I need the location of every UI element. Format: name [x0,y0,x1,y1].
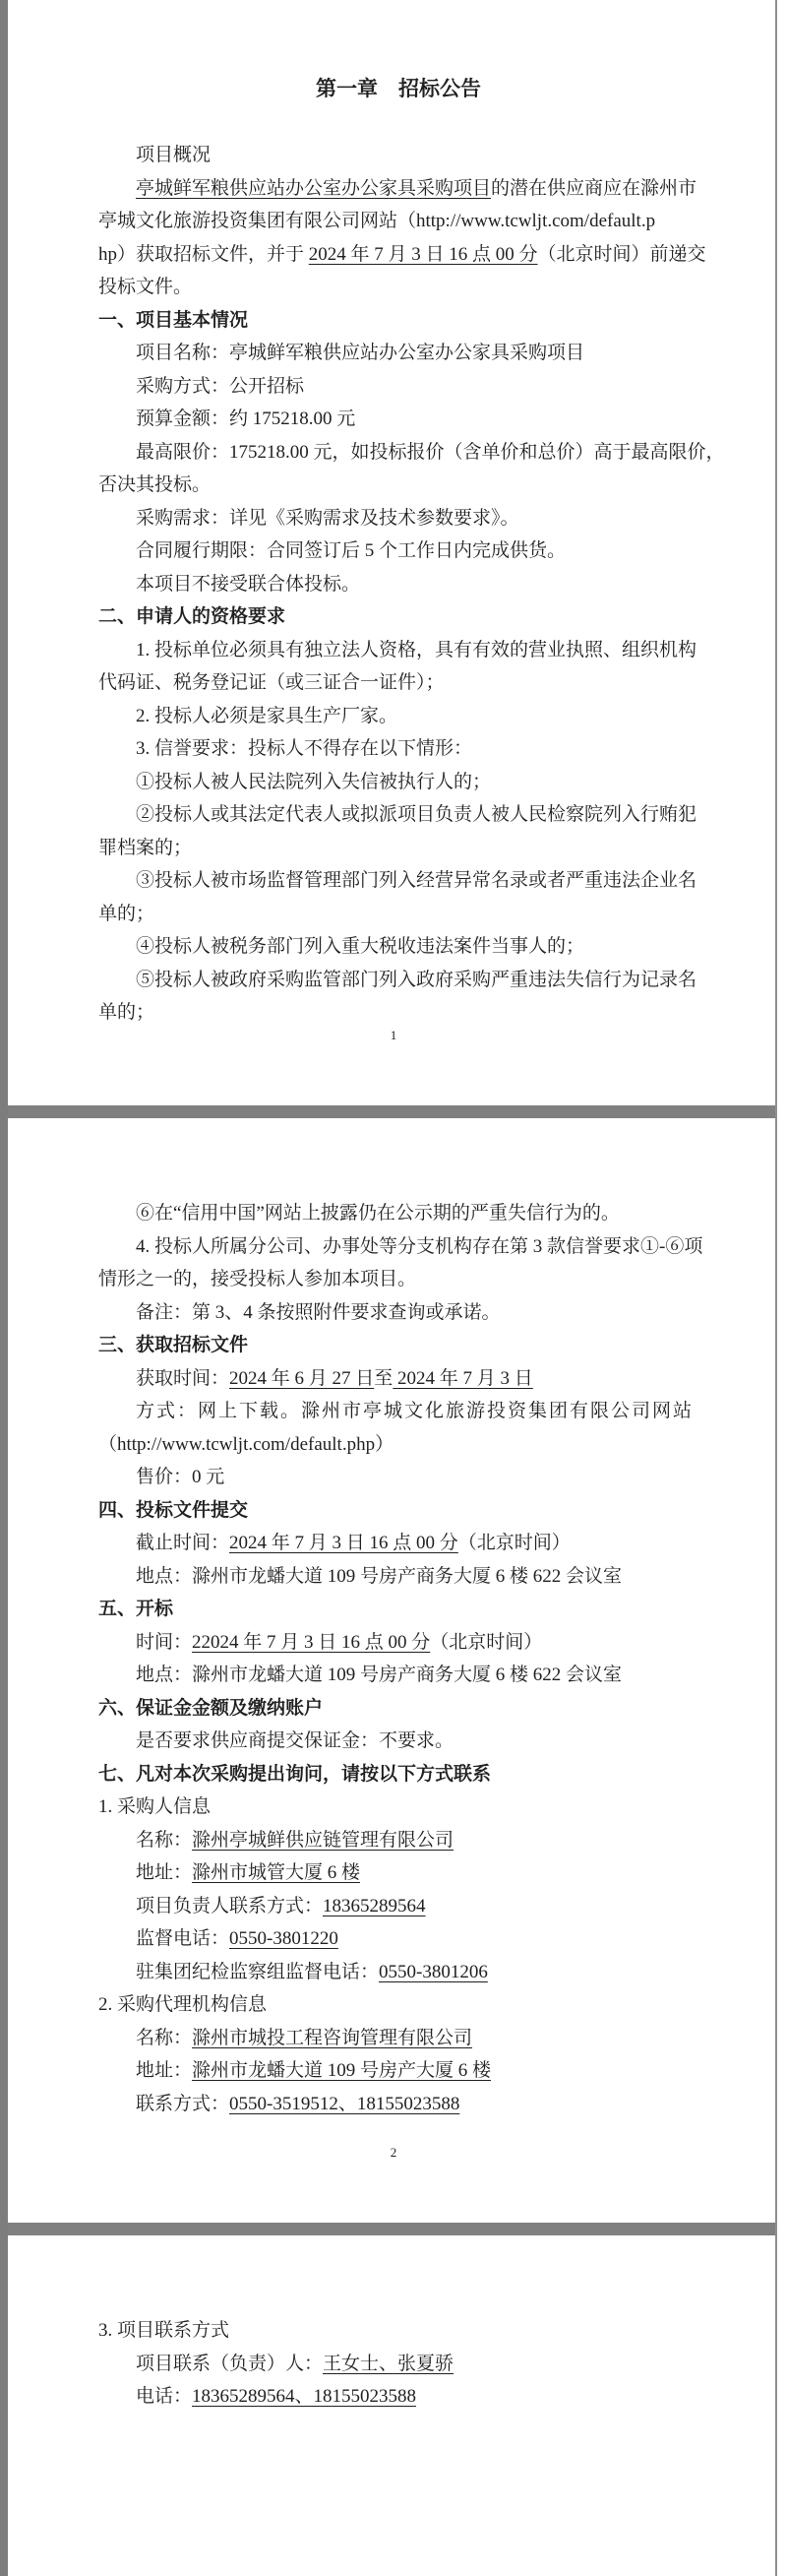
section-heading [98,1758,698,1791]
page-separator [0,2223,777,2235]
text-segment: 地址： [136,2060,193,2081]
text-segment: 项目概况 [136,145,212,165]
text-line [98,1890,698,1923]
text-line [98,1527,698,1560]
document-page-3 [0,2235,787,2576]
page-number: 2 [390,2145,397,2160]
text-segment: 本项目不接受联合体投标。 [136,573,361,595]
text-segment: 售价：0 元 [136,1467,225,1487]
section-heading [98,1593,698,1626]
text-segment: 2. 投标人必须是家具生产厂家。 [136,705,398,726]
text-segment: 采购需求：详见《采购需求及技术参数要求》。 [136,507,519,529]
text-segment: 地点：滁州市龙蟠大道 109 号房产商务大厦 6 楼 622 会议室 [136,1565,623,1587]
text-segment: 否决其投标。 [98,474,212,495]
text-line [98,864,698,898]
underlined-text: 王女士、张夏骄 [323,2353,454,2374]
text-line [98,568,698,601]
text-line [98,2380,698,2414]
text-line [98,436,725,470]
text-segment: 至 [374,1367,394,1389]
underlined-text: 0550-3801220 [229,1928,338,1949]
text-line [98,1428,698,1462]
window-edge-left [0,0,8,2576]
text-line [98,898,698,931]
section-heading [98,1494,698,1528]
text-segment: （北京时间） [430,1631,543,1653]
text-line [98,2054,698,2088]
text-segment: 名称： [136,2027,193,2048]
text-segment: 的潜在供应商应在滁州市 [491,177,697,199]
text-line [98,1824,698,1857]
text-line [98,1395,698,1428]
text-line [98,964,698,997]
text-segment: ④投标人被税务部门列入重大税收违法案件当事人的； [136,936,585,957]
document-title [98,75,698,104]
text-segment: ③投标人被市场监督管理部门列入经营异常名录或者严重违法企业名 [136,870,697,891]
underlined-text: 滁州市城管大厦 6 楼 [192,1862,361,1883]
text-segment: 是否要求供应商提交保证金：不要求。 [136,1730,454,1751]
text-segment: 亭城文化旅游投资集团有限公司网站（http://www.tcwljt.com/default.p [98,211,656,231]
section-heading [98,304,698,338]
page-border-right [775,0,777,2576]
text-line [98,2314,698,2348]
section-heading [98,1329,698,1362]
text-segment: 地点：滁州市龙蟠大道 109 号房产商务大厦 6 楼 622 会议室 [136,1665,623,1685]
text-line [98,1461,698,1494]
text-line [98,1230,703,1264]
text-segment: 三、获取招标文件 [98,1335,249,1355]
page-number: 1 [390,1028,397,1042]
text-line [98,1856,698,1890]
text-segment: ①投标人被人民法院列入失信被执行人的； [136,771,492,792]
text-line [98,1296,698,1330]
text-line [98,634,698,667]
text-segment: （http://www.tcwljt.com/default.php） [98,1433,394,1455]
text-segment: 3. 信誉要求：投标人不得存在以下情形： [136,738,473,759]
text-line [98,798,698,832]
text-segment: hp）获取招标文件，并于 [98,243,309,265]
underlined-text: 滁州市城投工程咨询管理有限公司 [192,2027,473,2048]
window-edge-right [777,0,787,2576]
text-segment: 六、保证金金额及缴纳账户 [98,1697,324,1719]
text-segment: 情形之一的，接受投标人参加本项目。 [98,1269,417,1289]
text-segment: 最高限价：175218.00 元，如投标报价（含单价和总价）高于最高限价， [136,441,725,463]
text-segment: ②投标人或其法定代表人或拟派项目负责人被人民检察院列入行贿犯 [136,804,697,825]
underlined-text: 2024 年 7 月 3 日 16 点 00 分 [229,1533,458,1553]
text-line [98,205,698,238]
text-line [98,370,698,404]
text-segment: 罪档案的； [98,837,193,858]
underlined-text: 22024 年 7 月 3 日 16 点 00 分 [192,1631,431,1653]
text-line [98,930,698,964]
text-line [98,666,698,700]
text-line [98,1922,698,1956]
text-line [98,1263,698,1296]
text-segment: 方式：网上下载。滁州市亭城文化旅游投资集团有限公司网站 [136,1401,695,1421]
text-segment: （北京时间） [457,1533,571,1553]
text-segment: 名称： [136,1829,193,1851]
text-segment: 项目负责人联系方式： [136,1895,324,1916]
text-segment: 监督电话： [136,1928,230,1949]
text-segment: 获取时间： [136,1367,230,1389]
text-segment: 投标文件。 [98,277,193,297]
text-line [98,1791,698,1824]
text-segment: （北京时间）前递交 [537,243,706,265]
text-line [98,2088,698,2121]
text-line [98,337,698,370]
document-page-1 [0,0,787,1105]
text-segment: 备注：第 3、4 条按照附件要求查询或承诺。 [136,1301,501,1323]
text-segment: 时间： [136,1631,193,1653]
underlined-text: 滁州市龙蟠大道 109 号房产大厦 6 楼 [192,2060,492,2081]
underlined-text: 2024 年 6 月 27 日 [229,1367,375,1389]
text-segment: 一、项目基本情况 [98,309,249,331]
text-segment: 4. 投标人所属分公司、办事处等分支机构存在第 3 款信誉要求①-⑥项 [136,1235,703,1257]
text-line [98,469,698,502]
text-line [98,1626,698,1660]
underlined-text: 2024 年 7 月 3 日 [393,1367,533,1389]
page-content [98,2314,698,2414]
text-line [98,1197,698,1230]
text-segment: 第一章 招标公告 [316,78,481,100]
text-line [98,996,698,1030]
text-segment: 联系方式： [136,2093,230,2114]
text-segment: 代码证、税务登记证（或三证合一证件）； [98,672,445,693]
text-segment: 二、申请人的资格要求 [98,606,286,627]
text-line [98,1956,698,1989]
text-line [98,238,706,272]
underlined-text: 亭城鲜军粮供应站办公室办公家具采购项目 [136,177,492,199]
page-separator [0,1105,777,1118]
text-segment: 2. 采购代理机构信息 [98,1994,268,2015]
text-line [98,832,698,865]
text-segment: 地址： [136,1862,193,1883]
text-line [98,139,698,172]
underlined-text: 18365289564 [323,1895,426,1916]
text-line [98,172,698,206]
text-segment: 合同履行期限：合同签订后 5 个工作日内完成供货。 [136,540,567,561]
text-line [98,766,698,799]
text-line [98,1659,698,1692]
text-line [98,2348,698,2381]
text-segment: ⑤投标人被政府采购监管部门列入政府采购严重违法失信行为记录名 [136,969,697,990]
text-segment: 预算金额：约 175218.00 元 [136,408,356,429]
underlined-text: 0550-3801206 [379,1961,488,1982]
text-line [98,271,698,304]
text-segment: 七、凡对本次采购提出询问，请按以下方式联系 [98,1763,492,1785]
text-line [98,700,698,733]
text-segment: 四、投标文件提交 [98,1499,249,1521]
text-segment: 1. 投标单位必须具有独立法人资格，具有有效的营业执照、组织机构 [136,639,697,660]
text-segment: 单的； [98,903,155,924]
text-line [98,732,698,766]
text-line [98,1362,698,1396]
text-line [98,534,698,568]
spacer [98,104,698,139]
underlined-text: 滁州亭城鲜供应链管理有限公司 [192,1829,454,1851]
text-segment: 采购方式：公开招标 [136,375,305,397]
text-line [98,1988,698,2022]
section-heading [98,600,698,634]
text-segment: ⑥在“信用中国”网站上披露仍在公示期的严重失信行为的。 [136,1203,620,1224]
text-segment: 截止时间： [136,1533,230,1553]
underlined-text: 18365289564、18155023588 [192,2386,417,2407]
text-line [98,403,698,436]
text-line [98,2022,698,2055]
document-page-2 [0,1118,787,2223]
text-segment: 驻集团纪检监察组监督电话： [136,1961,380,1982]
section-heading [98,1692,698,1726]
text-line [98,1560,698,1594]
text-segment: 1. 采购人信息 [98,1796,212,1817]
text-segment: 单的； [98,1002,155,1023]
text-line [98,502,698,535]
underlined-text: 0550-3519512、18155023588 [229,2093,460,2114]
page-content [98,1197,703,2120]
text-segment: 项目名称：亭城鲜军粮供应站办公室办公家具采购项目 [136,343,585,363]
text-line [98,1725,698,1758]
underlined-text: 2024 年 7 月 3 日 16 点 00 分 [308,243,538,265]
page-content [98,75,725,1030]
text-segment: 3. 项目联系方式 [98,2320,230,2341]
text-segment: 电话： [136,2386,193,2407]
text-segment: 五、开标 [98,1599,174,1619]
text-segment: 项目联系（负责）人： [136,2353,324,2374]
